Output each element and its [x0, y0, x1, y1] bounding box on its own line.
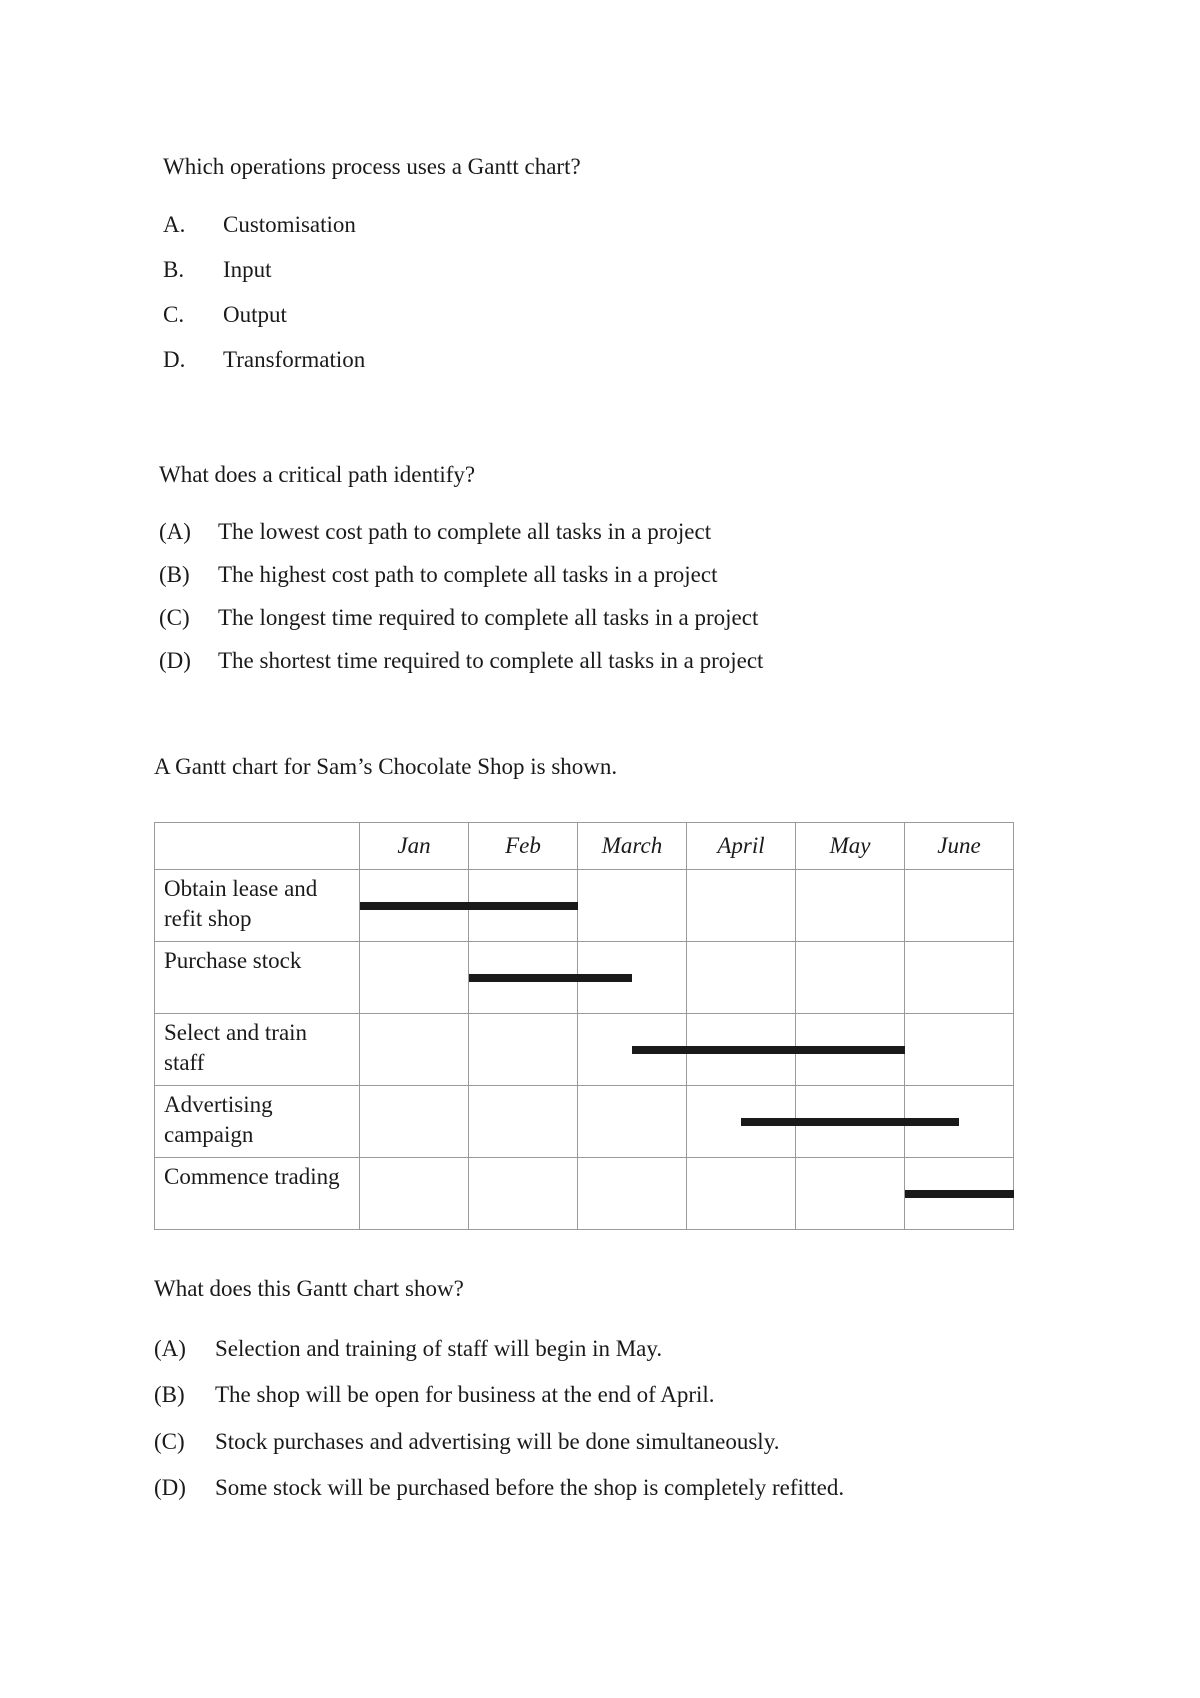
option-letter: (A)	[154, 1336, 186, 1361]
gantt-task-row	[155, 942, 1014, 1014]
option-text: Some stock will be purchased before the shop is completely refitted.	[215, 1475, 845, 1500]
task-label: Purchase stock	[155, 942, 360, 1014]
option-text: Stock purchases and advertising will be done simultaneously.	[215, 1429, 780, 1454]
month-header: Feb	[469, 823, 578, 870]
option-letter: (C)	[154, 1429, 185, 1454]
gantt-task-row	[155, 870, 1014, 942]
month-header: June	[905, 823, 1014, 870]
gantt-header-row	[155, 823, 1014, 870]
option-text: The longest time required to complete all tasks in a project	[218, 605, 759, 630]
option-letter: (D)	[154, 1475, 186, 1500]
option-letter: C.	[163, 302, 185, 327]
option-text: Customisation	[223, 212, 356, 237]
gantt-corner-cell	[155, 823, 360, 870]
q2-stem: What does a critical path identify?	[159, 462, 476, 487]
month-header: April	[687, 823, 796, 870]
option-text: The shop will be open for business at the end of April.	[215, 1382, 715, 1407]
task-label: Select and train staff	[155, 1014, 360, 1086]
option-letter: (A)	[159, 519, 191, 544]
q3-intro: A Gantt chart for Sam’s Chocolate Shop is shown.	[154, 754, 618, 779]
gantt-task-row	[155, 1014, 1014, 1086]
option-letter: D.	[163, 347, 186, 372]
option-letter: (B)	[159, 562, 190, 587]
option-text: Transformation	[223, 347, 366, 372]
task-label: Advertising campaign	[155, 1086, 360, 1158]
task-label: Obtain lease and refit shop	[155, 870, 360, 942]
option-letter: (B)	[154, 1382, 185, 1407]
q3-stem: What does this Gantt chart show?	[154, 1276, 464, 1301]
option-text: The lowest cost path to complete all tasks in a project	[218, 519, 712, 544]
month-header: Jan	[360, 823, 469, 870]
option-text: Output	[223, 302, 287, 327]
q1-stem: Which operations process uses a Gantt chart?	[163, 154, 581, 179]
month-header: March	[578, 823, 687, 870]
option-text: Selection and training of staff will begin in May.	[215, 1336, 663, 1361]
option-letter: A.	[163, 212, 186, 237]
gantt-task-row	[155, 1086, 1014, 1158]
task-label: Commence trading	[155, 1158, 360, 1230]
option-text: Input	[223, 257, 272, 282]
option-letter: (D)	[159, 648, 191, 673]
option-letter: B.	[163, 257, 185, 282]
gantt-chart-table	[154, 822, 1014, 1230]
option-text: The shortest time required to complete all tasks in a project	[218, 648, 764, 673]
option-text: The highest cost path to complete all tasks in a project	[218, 562, 718, 587]
month-header: May	[796, 823, 905, 870]
gantt-task-row	[155, 1158, 1014, 1230]
option-letter: (C)	[159, 605, 190, 630]
